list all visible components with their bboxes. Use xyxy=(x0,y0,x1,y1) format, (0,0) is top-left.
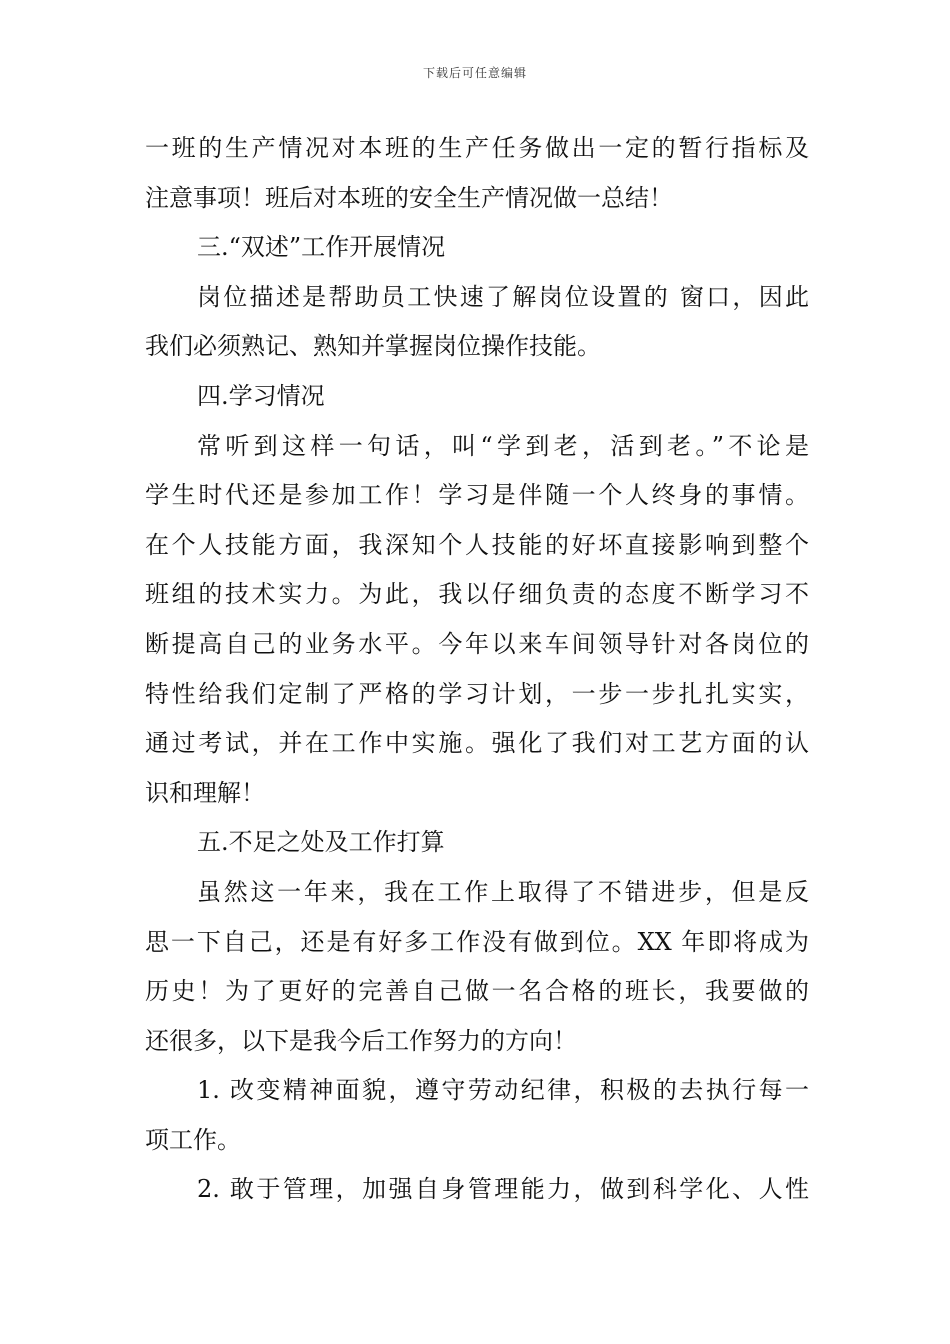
paragraph-line: 常听到这样一句话，叫“学到老，活到老。”不论是 xyxy=(197,431,809,460)
paragraph-line: 在个人技能方面，我深知个人技能的好坏直接影响到整个 xyxy=(145,530,809,559)
paragraph-line: 项工作。 xyxy=(145,1125,241,1154)
list-item: 1. 改变精神面貌，遵守劳动纪律，积极的去执行每一 xyxy=(197,1076,809,1105)
paragraph-line: 注意事项！班后对本班的安全生产情况做一总结！ xyxy=(145,183,673,212)
paragraph-line: 还很多，以下是我今后工作努力的方向！ xyxy=(145,1026,577,1055)
paragraph-line: 历史！为了更好的完善自己做一名合格的班长，我要做的 xyxy=(145,977,809,1006)
list-item: 2. 敢于管理，加强自身管理能力，做到科学化、人性 xyxy=(197,1175,809,1204)
paragraph-line: 通过考试，并在工作中实施。强化了我们对工艺方面的认 xyxy=(145,729,809,758)
section-heading: 三.“双述”工作开展情况 xyxy=(197,233,446,262)
paragraph-line: 学生时代还是参加工作！学习是伴随一个人终身的事情。 xyxy=(145,481,809,510)
paragraph-line: 一班的生产情况对本班的生产任务做出一定的暂行指标及 xyxy=(145,134,809,162)
paragraph-line: 岗位描述是帮助员工快速了解岗位设置的 窗口，因此 xyxy=(197,282,809,311)
paragraph-line: 特性给我们定制了严格的学习计划，一步一步扎扎实实， xyxy=(145,679,809,708)
section-heading: 五.不足之处及工作打算 xyxy=(197,828,445,857)
paragraph-line: 识和理解！ xyxy=(145,778,265,807)
document-body xyxy=(145,124,809,1215)
section-heading: 四.学习情况 xyxy=(197,381,325,410)
paragraph-line: 虽然这一年来，我在工作上取得了不错进步，但是反 xyxy=(197,877,809,906)
paragraph-line: 断提高自己的业务水平。今年以来车间领导针对各岗位的 xyxy=(145,629,809,658)
paragraph-line: 我们必须熟记、熟知并掌握岗位操作技能。 xyxy=(145,332,601,361)
paragraph-line: 班组的技术实力。为此，我以仔细负责的态度不断学习不 xyxy=(145,580,809,609)
page-header: 下载后可任意编辑 xyxy=(422,66,527,80)
paragraph-line: 思一下自己，还是有好多工作没有做到位。XX 年即将成为 xyxy=(145,927,809,956)
